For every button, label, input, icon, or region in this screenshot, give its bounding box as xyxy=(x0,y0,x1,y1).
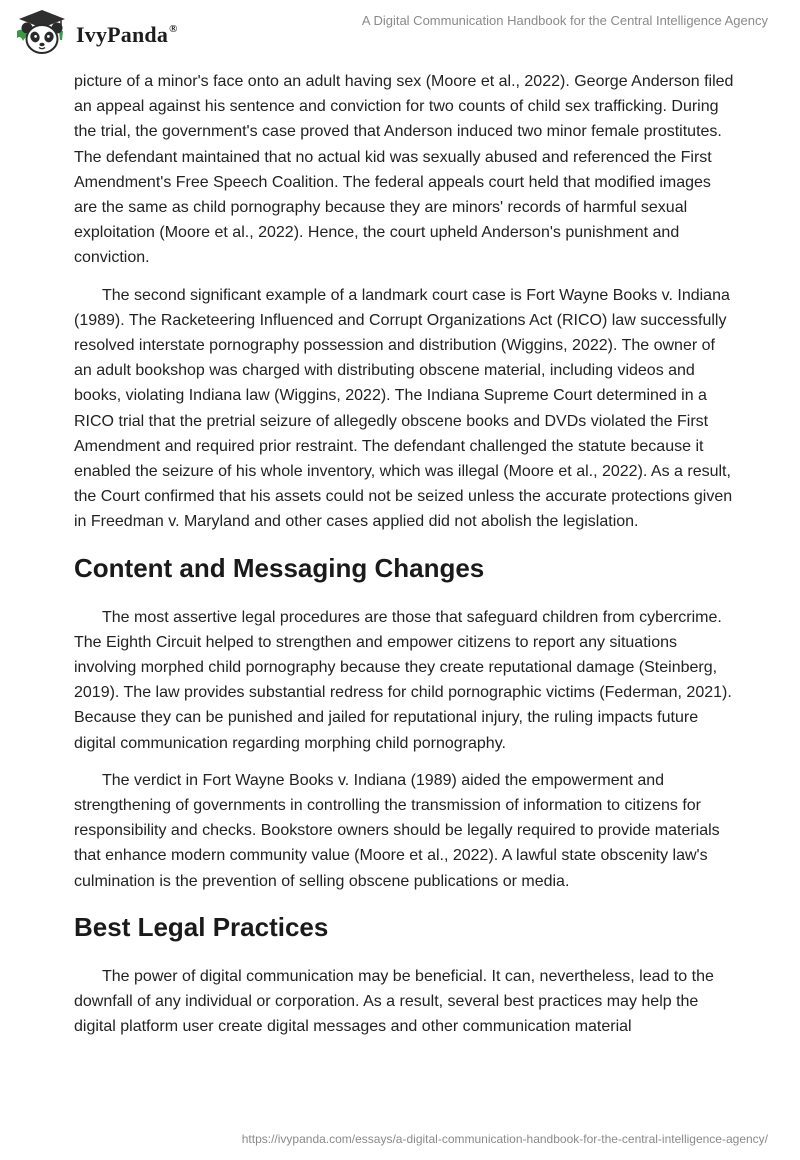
section-heading-content-messaging: Content and Messaging Changes xyxy=(74,552,485,583)
paragraph: The power of digital communication may be beneficial. It can, nevertheless, lead to the downfall of any individual or corporation. As a result, several best practices may help the digital platform user create digital messages and other communication material xyxy=(74,967,714,1036)
paragraph: The most assertive legal procedures are those that safeguard children from cybercrime. The Eighth Circuit helped to strengthen and empower citizens to report any situations involving morphed child pornography because they create reputational damage (Steinberg, 2019). The law provides substantial redress for child pornographic victims (Federman, 2021). Because they can be punished and jailed for reputational injury, the ruling impacts future digital communication regarding morphing child pornography. xyxy=(74,608,732,752)
section-heading-best-legal-practices: Best Legal Practices xyxy=(74,911,329,942)
source-url-link[interactable]: https://ivypanda.com/essays/a-digital-communication-handbook-for-the-central-intelligence-agency/ xyxy=(241,1132,768,1146)
brand-logo[interactable] xyxy=(14,8,178,58)
panda-graduate-icon xyxy=(14,8,70,58)
paragraph: The second significant example of a landmark court case is Fort Wayne Books v. Indiana (1989). The Racketeering Influenced and Corrupt Organizations Act (RICO) law successfully resolved interstate pornography possession and distribution (Wiggins, 2022). The owner of an adult bookshop was charged with distributing obscene material, including videos and books, violating Indiana law (Wiggins, 2022). The Indiana Supreme Court determined in a RICO trial that the pretrial seizure of allegedly obscene books and DVDs violated the First Amendment and required prior restraint. The defendant challenged the statute because it enabled the seizure of his whole inventory, which was illegal (Moore et al., 2022). As a result, the Court confirmed that his assets could not be seized unless the accurate protections given in Freedman v. Maryland and other cases applied did not abolish the legislation. xyxy=(74,286,733,531)
paragraph: The verdict in Fort Wayne Books v. Indiana (1989) aided the empowerment and strengthening of governments in controlling the transmission of information to citizens for responsibility and checks. Bookstore owners should be legally required to provide materials that enhance modern community value (Moore et al., 2022). A lawful state obscenity law's culmination is the prevention of selling obscene publications or media. xyxy=(74,771,720,890)
brand-name: IvyPanda® xyxy=(76,22,178,47)
essay-body xyxy=(74,69,734,1040)
document-title: A Digital Communication Handbook for the Central Intelligence Agency xyxy=(361,13,768,28)
registered-mark: ® xyxy=(169,23,178,35)
page-header xyxy=(0,0,800,70)
paragraph: picture of a minor's face onto an adult having sex (Moore et al., 2022). George Anderson filed an appeal against his sentence and conviction for two counts of child sex trafficking. During the trial, the government's case proved that Anderson induced two minor female prostitutes. The defendant maintained that no actual kid was sexually abused and referenced the First Amendment's Free Speech Coalition. The federal appeals court held that modified images are the same as child pornography because they are minors' records of harmful sexual exploitation (Moore et al., 2022). Hence, the court upheld Anderson's punishment and conviction. xyxy=(74,73,734,267)
